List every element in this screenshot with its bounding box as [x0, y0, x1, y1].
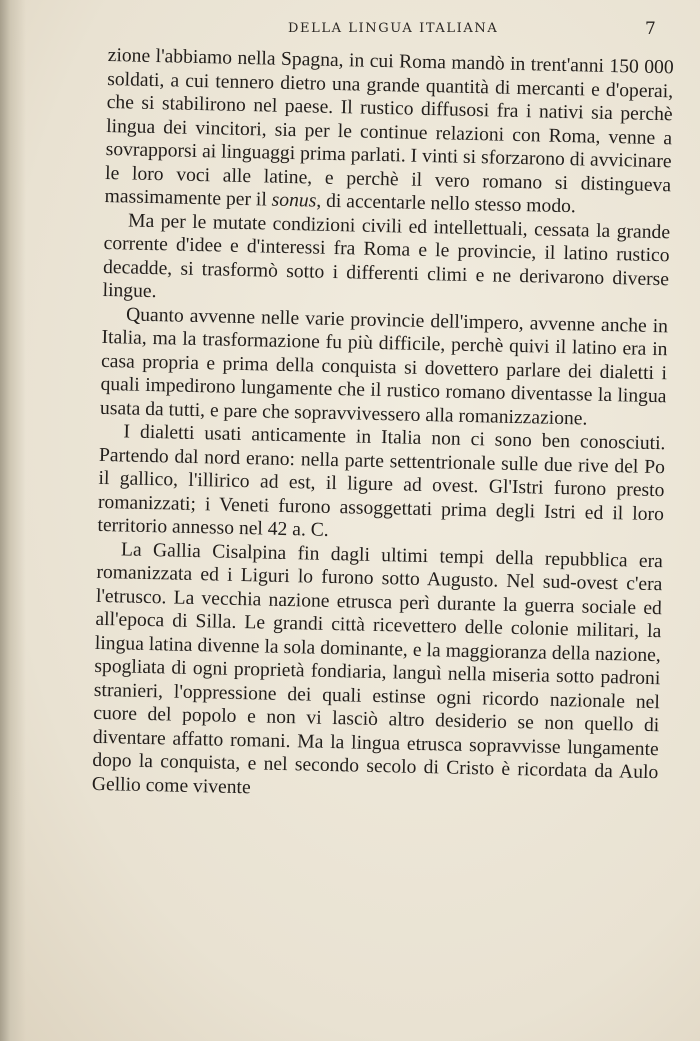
running-title: DELLA LINGUA ITALIANA	[288, 21, 499, 36]
paragraph-4: I dialetti usati anticamente in Italia non ci sono ben conosciuti. Partendo dal nord erano: nella parte settentrionale sulle due rive del Po il gallico, l'illirico ad est, il ligure ad ovest. Gl'Istri furono presto romanizzati; i Veneti furono assoggettati prima degli Istri ed il loro territorio annesso nel 42 a. C.	[97, 421, 666, 541]
paragraph-3: Quanto avvenne nelle varie provincie dell'impero, avvenne anche in Italia, ma la trasformazione fu più difficile, perchè quivi il latino era in casa propria e prima della conquista si dovettero parlare dei dialetti i quali impedirono lungamente che il rustico romano diventasse la lingua usata da tutti, e pare che sopravvivessero alla romanizzazione.	[99, 303, 669, 430]
body-text	[92, 44, 674, 808]
paragraph-1-text: zione l'abbiamo nella Spagna, in cui Roma mandò in trent'anni 150 000 soldati, a cui tennero dietro una grande quantità di mercanti e d'operai, che si stabilirono nel paese. Il rustico diffusosi fra i nativi sia perchè lingua dei vincitori, sia per le continue relazioni con Roma, venne a sovrapporsi ai linguaggi prima parlati. I vinti si sforzarono di avvicinare le loro voci alle latine, e perchè il vero romano si distingueva massimamente per il	[104, 44, 674, 211]
page-gutter-shadow	[0, 0, 26, 1041]
paragraph-1	[104, 44, 673, 221]
italic-term-sonus: sonus	[271, 189, 317, 212]
page-header	[0, 21, 700, 41]
paragraph-2: Ma per le mutate condizioni civili ed intellettuali, cessata la grande corrente d'idee e d'interessi fra Roma e le provincie, il latino rustico decadde, si trasformò sotto i differenti climi e ne derivarono diverse lingue.	[102, 209, 671, 303]
paragraph-1-text-end: , di accentarle nello stesso modo.	[316, 190, 577, 218]
paragraph-5: La Gallia Cisalpina fin dagli ultimi tempi della repubblica era romanizzata ed i Liguri lo furono sotto Augusto. Nel sud-ovest c'era l'etrusco. La vecchia nazione etrusca perì durante la guerra sociale ed all'epoca di Silla. Le grandi città ricevettero delle colonie militari, la lingua latina divenne la sola dominante, e la maggioranza della nazione, spogliata di ogni proprietà fondiaria, languì nella miseria sotto padroni stranieri, l'oppressione dei quali estinse ogni ricordo nazionale nel cuore del popolo e non vi lasciò altro desiderio se non quello di diventare affatto romani. Ma la lingua etrusca sopravvisse lungamente dopo la conquista, e nel secondo secolo di Cristo è ricordata da Aulo Gellio come vivente	[91, 538, 664, 798]
page-number: 7	[645, 19, 656, 39]
